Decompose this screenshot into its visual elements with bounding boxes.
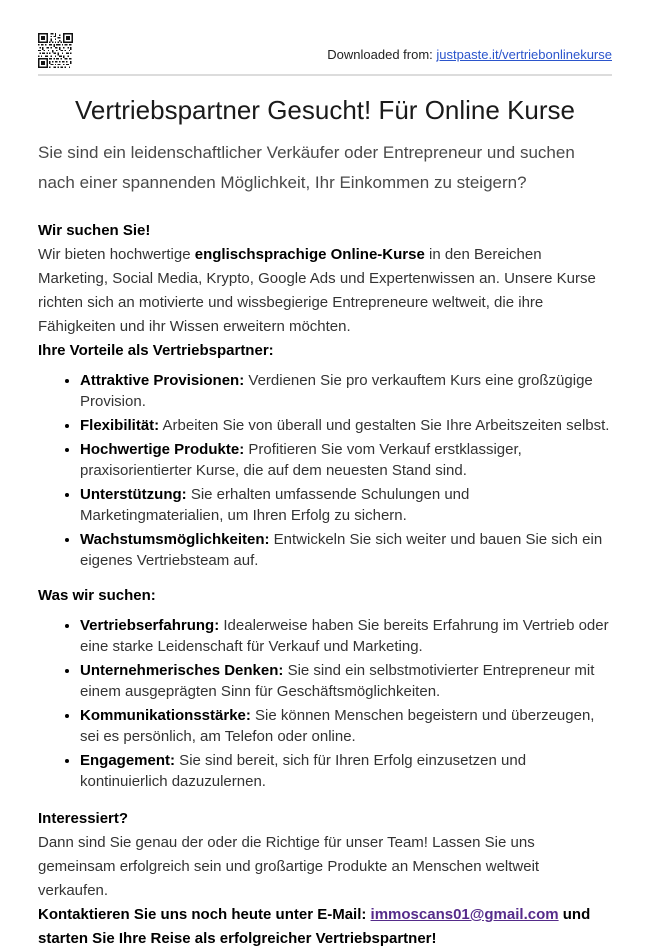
bullet-text: Arbeiten Sie von überall und gestalten Sie Ihre Arbeitszeiten selbst.: [159, 417, 610, 434]
qr-code-icon: [38, 32, 73, 69]
offer-paragraph: [38, 243, 612, 339]
email-link[interactable]: immoscans01@gmail.com: [370, 906, 559, 923]
benefits-list: [38, 370, 612, 571]
bullet-text: Profitieren Sie vom Verkauf erstklassiger, praxisorientierter Kurse, die auf dem neuesten Stand sind.: [80, 441, 522, 479]
bullet-label: Engagement:: [80, 752, 176, 769]
intro-text: Sie sind ein leidenschaftlicher Verkäufer oder Entrepreneur und suchen nach einer spannenden Möglichkeit, Ihr Einkommen zu steigern?: [38, 143, 575, 192]
bullet-label: Attraktive Provisionen:: [80, 372, 245, 389]
contact-text-post: und starten Sie Ihre Reise als erfolgreicher Vertriebspartner!: [38, 906, 591, 947]
bullet-label: Unterstützung:: [80, 486, 187, 503]
bullet-text: Sie erhalten umfassende Schulungen und Marketingmaterialien, um Ihren Erfolg zu sichern.: [80, 486, 470, 524]
bullet-label: Kommunikationsstärke:: [80, 707, 251, 724]
heading-interessiert: Interessiert?: [38, 810, 129, 827]
heading-wir-suchen-sie: Wir suchen Sie!: [38, 222, 151, 239]
contact-paragraph: [38, 903, 612, 951]
contact-text-pre: Kontaktieren Sie uns noch heute unter E-Mail:: [38, 906, 371, 923]
downloaded-from-label: Downloaded from:: [327, 47, 437, 62]
header-bar: [38, 0, 612, 69]
bullet-text: Entwickeln Sie sich weiter und bauen Sie sich ein eigenes Vertriebsteam auf.: [80, 531, 603, 569]
header-divider: [38, 74, 612, 76]
benefit-item: [80, 415, 612, 436]
source-link[interactable]: justpaste.it/vertriebonlinekurse: [436, 47, 612, 62]
bullet-label: Hochwertige Produkte:: [80, 441, 245, 458]
requirement-item: [80, 750, 612, 792]
heading-was-wir-suchen: Was wir suchen:: [38, 587, 156, 604]
page-title: Vertriebspartner Gesucht! Für Online Kurse: [74, 95, 575, 125]
bullet-text: Sie sind ein selbstmotivierter Entrepreneur mit einem ausgeprägten Sinn für Geschäftsmöglichkeiten.: [80, 662, 595, 700]
benefit-item: [80, 529, 612, 571]
bullet-label: Unternehmerisches Denken:: [80, 662, 284, 679]
closing-paragraph: Dann sind Sie genau der oder die Richtige für unser Team! Lassen Sie uns gemeinsam erfolgreich sein und großartige Produkte an Menschen weltweit verkaufen.: [38, 834, 540, 899]
bullet-label: Vertriebserfahrung:: [80, 617, 220, 634]
downloaded-from-line: [327, 47, 612, 62]
benefit-item: [80, 370, 612, 412]
bullet-label: Wachstumsmöglichkeiten:: [80, 531, 270, 548]
benefit-item: [80, 484, 612, 526]
bullet-text: Verdienen Sie pro verkauftem Kurs eine großzügige Provision.: [80, 372, 593, 410]
requirements-list: [38, 615, 612, 792]
bullet-label: Flexibilität:: [80, 417, 160, 434]
requirement-item: [80, 615, 612, 657]
requirement-item: [80, 660, 612, 702]
offer-text-pre: Wir bieten hochwertige: [38, 246, 195, 263]
requirement-item: [80, 705, 612, 747]
bullet-text: Sie können Menschen begeistern und überzeugen, sei es persönlich, am Telefon oder online.: [80, 707, 595, 745]
heading-vorteile: Ihre Vorteile als Vertriebspartner:: [38, 342, 274, 359]
bullet-text: Idealerweise haben Sie bereits Erfahrung im Vertrieb oder eine starke Leidenschaft für Verkauf und Marketing.: [80, 617, 609, 655]
offer-text-bold: englischsprachige Online-Kurse: [194, 246, 425, 263]
offer-text-post: in den Bereichen Marketing, Social Media, Krypto, Google Ads und Expertenwissen an. Unsere Kurse richten sich an motivierte und wissbegierige Entrepreneure weltweit, die ihre Fähigkeiten und ihr Wissen erweitern möchten.: [38, 246, 596, 335]
bullet-text: Sie sind bereit, sich für Ihren Erfolg einzusetzen und kontinuierlich dazuzulernen.: [80, 752, 527, 790]
benefit-item: [80, 439, 612, 481]
